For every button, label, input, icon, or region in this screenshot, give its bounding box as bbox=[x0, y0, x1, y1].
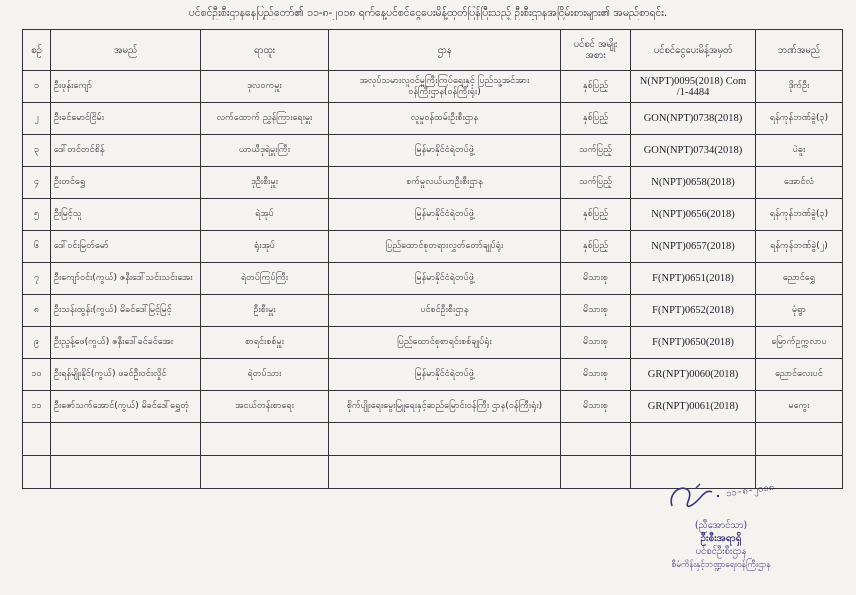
cell-treasury: ညောင်ရွှေ bbox=[756, 263, 843, 295]
cell-treasury: မုံရွာ bbox=[756, 295, 843, 327]
cell-name: ဦးဖုန်းကျော် bbox=[51, 71, 201, 103]
table-row bbox=[23, 391, 843, 423]
cell-permit-no: F(NPT)0652(2018) bbox=[631, 295, 756, 327]
cell-no: ၁၀ bbox=[23, 359, 51, 391]
cell-position: ဦးစီးမှူး bbox=[201, 295, 329, 327]
cell-department: မြန်မာနိုင်ငံရဲတပ်ဖွဲ့ bbox=[329, 199, 561, 231]
cell-department: ပြည်ထောင်စုစာရင်းစစ်ချုပ်ရုံး bbox=[329, 327, 561, 359]
cell-permit-no: F(NPT)0651(2018) bbox=[631, 263, 756, 295]
cell-permit-no: GON(NPT)0738(2018) bbox=[631, 103, 756, 135]
cell-pension-type: နှစ်ပြည့် bbox=[561, 231, 631, 263]
table-row bbox=[23, 135, 843, 167]
cell-department: ပြည်ထောင်စုတရားလွှတ်တော်ချုပ်ရုံး bbox=[329, 231, 561, 263]
cell-pension-type: မိသားစု bbox=[561, 295, 631, 327]
cell-no: ၇ bbox=[23, 263, 51, 295]
cell-no: ၉ bbox=[23, 327, 51, 359]
header-position: ရာထူး bbox=[201, 30, 329, 71]
cell-department: မြန်မာနိုင်ငံရဲတပ်ဖွဲ့ bbox=[329, 359, 561, 391]
cell-no: ၁ bbox=[23, 71, 51, 103]
pension-list-table bbox=[22, 29, 843, 489]
cell-department: အလုပ်သမားလူဝင်မှုကြီးကြပ်ရေးနှင့် ပြည်သူ့အင်အားဝန်ကြီးဌာန(ဝန်ကြီးရုံး) bbox=[329, 71, 561, 103]
signatory-title: ဦးစီးအရာရှိ bbox=[700, 533, 742, 544]
cell-name: ဒေါ်တင်တင်စိန် bbox=[51, 135, 201, 167]
header-no: စဉ် bbox=[23, 30, 51, 71]
cell-name: ဦးဇော်သက်အောင်(ကွယ်) မိခင်ဒေါ်ရွှေတုံ bbox=[51, 391, 201, 423]
cell-pension-type: မိသားစု bbox=[561, 391, 631, 423]
cell-department: မြန်မာနိုင်ငံရဲတပ်ဖွဲ့ bbox=[329, 263, 561, 295]
cell-name: ဦးတင်ရွှေ bbox=[51, 167, 201, 199]
cell-pension-type: နှစ်ပြည့် bbox=[561, 103, 631, 135]
cell-department: မြန်မာနိုင်ငံရဲတပ်ဖွဲ့ bbox=[329, 135, 561, 167]
header-name: အမည် bbox=[51, 30, 201, 71]
signatory-office: ပင်စင်ဦးစီးဌာန bbox=[695, 546, 747, 557]
signature-date: ၁၁-၈-၂၀၁၈ bbox=[725, 481, 775, 500]
cell-permit-no: GR(NPT)0060(2018) bbox=[631, 359, 756, 391]
cell-treasury: ဒိုက်ဦး bbox=[756, 71, 843, 103]
cell-treasury: ရန်ကုန်ဘဏ်ခွဲ(၃) bbox=[756, 103, 843, 135]
cell-treasury: မကွေး bbox=[756, 391, 843, 423]
cell-treasury: မြောက်ဥက္ကလာပ bbox=[756, 327, 843, 359]
cell-no: ၅ bbox=[23, 199, 51, 231]
cell-department: ပင်စင်ဦးစီးဌာန bbox=[329, 295, 561, 327]
cell-no: ၆ bbox=[23, 231, 51, 263]
table-row bbox=[23, 167, 843, 199]
cell-name: ဦးရန်မျိုးနိုင်(ကွယ်) ဖခင်ဦးဝင်းလှိုင် bbox=[51, 359, 201, 391]
table-row bbox=[23, 71, 843, 103]
table-row bbox=[23, 295, 843, 327]
cell-no: ၄ bbox=[23, 167, 51, 199]
cell-department: စိုက်ပျိုးရေးမွေးမြူရေးနှင့်ဆည်မြောင်းဝန်ကြီး ဌာန(ဝန်ကြီးရုံး) bbox=[329, 391, 561, 423]
cell-position: ရုံးအုပ် bbox=[201, 231, 329, 263]
cell-treasury: အောင်လံ bbox=[756, 167, 843, 199]
page-title: ပင်စင်ဦးစီးဌာနနေပြည်တော်၏ ၁၁-၈-၂၀၁၈ ရက်နေ့ပင်စင်ငွေပေးမိန့်ထုတ်ပြန်ပြီးသည့် ဦးစီးဌာနအငြိမ်းစားများ၏ အမည်စာရင်း. bbox=[188, 7, 668, 19]
cell-name: ဒေါ်ဝင်းမြတ်မော် bbox=[51, 231, 201, 263]
table-row bbox=[23, 327, 843, 359]
signatory-ministry: စီမံကိန်းနှင့်ဘဏ္ဍာရေးဝန်ကြီးဌာန bbox=[671, 560, 771, 570]
table-row bbox=[23, 231, 843, 263]
cell-name: ဦးညွန့်ဖေ(ကွယ်) ဇနီးဒေါ်ခင်ခင်အေး bbox=[51, 327, 201, 359]
cell-permit-no: N(NPT)0657(2018) bbox=[631, 231, 756, 263]
cell-position: လက်ထောက် ညွှန်ကြားရေးမှူး bbox=[201, 103, 329, 135]
cell-permit-no: F(NPT)0650(2018) bbox=[631, 327, 756, 359]
cell-pension-type: မိသားစု bbox=[561, 327, 631, 359]
signature-block bbox=[596, 478, 846, 593]
cell-pension-type: နှစ်ပြည့် bbox=[561, 71, 631, 103]
cell-position: ဒုလဝကမှူး bbox=[201, 71, 329, 103]
cell-permit-no: N(NPT)0095(2018) Com /1-4484 bbox=[631, 71, 756, 103]
table-row bbox=[23, 199, 843, 231]
cell-no: ၃ bbox=[23, 135, 51, 167]
cell-position: ရဲတပ်ကြပ်ကြီး bbox=[201, 263, 329, 295]
cell-position: ရဲအုပ် bbox=[201, 199, 329, 231]
cell-name: ဦးသန်းထွန်း(ကွယ်) မိခင်ဒေါ်မြင့်မြင့် bbox=[51, 295, 201, 327]
table-row bbox=[23, 103, 843, 135]
cell-pension-type: မိသားစု bbox=[561, 359, 631, 391]
cell-position: အငယ်တန်းစာရေး bbox=[201, 391, 329, 423]
cell-name: ဦးကျော်ဝင်း(ကွယ်) ဇနီးဒေါ်သင်းသင်းအေး bbox=[51, 263, 201, 295]
cell-treasury: ပဲခူး bbox=[756, 135, 843, 167]
header-department: ဌာန bbox=[329, 30, 561, 71]
cell-position: ယာယီဒုရဲမှူးကြီး bbox=[201, 135, 329, 167]
signature-scribble-icon bbox=[666, 480, 724, 514]
table-row bbox=[23, 359, 843, 391]
table-header-row bbox=[23, 30, 843, 71]
cell-permit-no: GR(NPT)0061(2018) bbox=[631, 391, 756, 423]
empty-row bbox=[23, 423, 843, 456]
cell-treasury: ရန်ကုန်ဘဏ်ခွဲ(၃) bbox=[756, 199, 843, 231]
cell-pension-type: သက်ပြည့် bbox=[561, 167, 631, 199]
cell-name: ဦးခင်မောင်ငြိမ်း bbox=[51, 103, 201, 135]
cell-treasury: ညောင်လေးပင် bbox=[756, 359, 843, 391]
header-pension-type: ပင်စင် အမျိုးအစား bbox=[561, 30, 631, 71]
cell-permit-no: N(NPT)0658(2018) bbox=[631, 167, 756, 199]
cell-pension-type: မိသားစု bbox=[561, 263, 631, 295]
cell-permit-no: N(NPT)0656(2018) bbox=[631, 199, 756, 231]
cell-department: လူမှုဝန်ထမ်းဦးစီးဌာန bbox=[329, 103, 561, 135]
cell-treasury: ရန်ကုန်ဘဏ်ခွဲ(၂) bbox=[756, 231, 843, 263]
cell-department: စက်မှုလယ်ယာဦးစီးဌာန bbox=[329, 167, 561, 199]
header-permit-no: ပင်စင်ငွေပေးမိန့်အမှတ် bbox=[631, 30, 756, 71]
signatory-name: (ညီအောင်သာ) bbox=[694, 520, 748, 531]
header-treasury: ဘဏ်အမည် bbox=[756, 30, 843, 71]
cell-position: ဒုဦးစီးမှူး bbox=[201, 167, 329, 199]
cell-permit-no: GON(NPT)0734(2018) bbox=[631, 135, 756, 167]
cell-pension-type: နှစ်ပြည့် bbox=[561, 199, 631, 231]
cell-no: ၁၁ bbox=[23, 391, 51, 423]
cell-position: စာရင်းစစ်မှူး bbox=[201, 327, 329, 359]
cell-pension-type: သက်ပြည့် bbox=[561, 135, 631, 167]
cell-name: ဦးမြင့်သူ bbox=[51, 199, 201, 231]
cell-position: ရဲတပ်သား bbox=[201, 359, 329, 391]
cell-no: ၂ bbox=[23, 103, 51, 135]
table-row bbox=[23, 263, 843, 295]
cell-no: ၈ bbox=[23, 295, 51, 327]
